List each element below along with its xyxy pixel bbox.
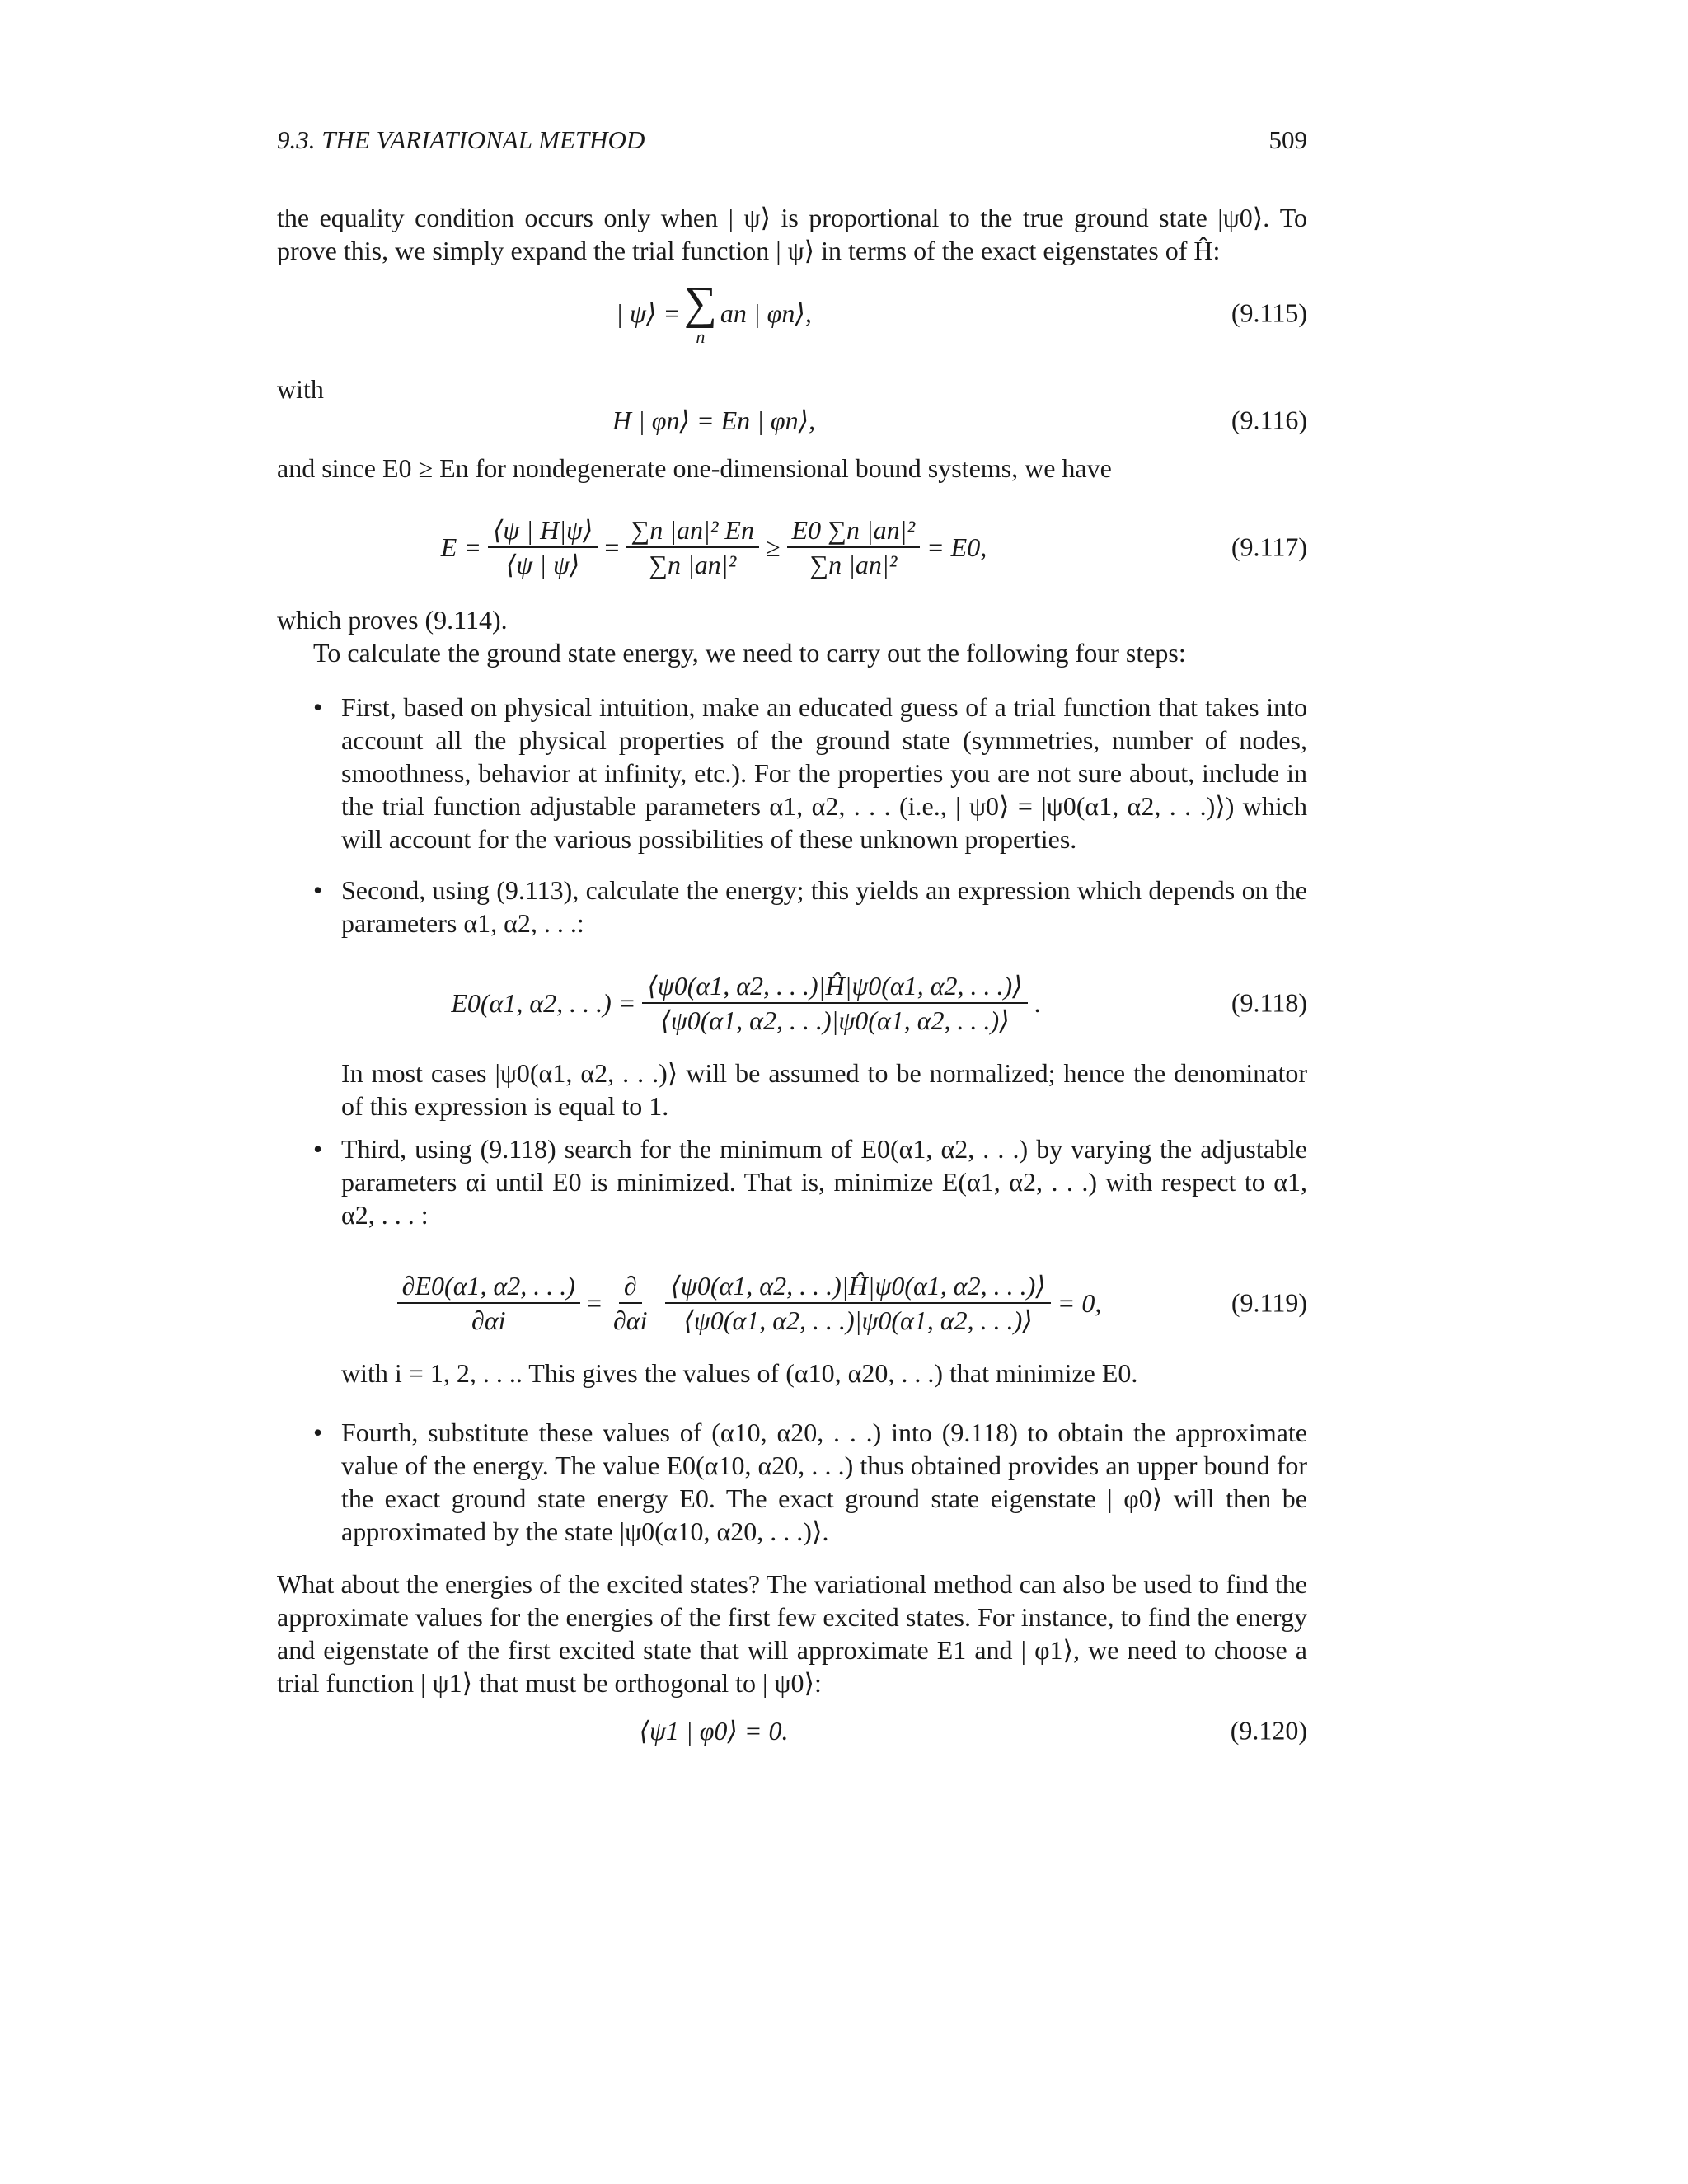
bullet-dot: •: [313, 692, 323, 722]
equation-9-117: [277, 504, 1307, 590]
eq115-rhs: an | φn⟩,: [720, 298, 812, 328]
fraction: [608, 1269, 653, 1337]
page-number: 509: [1268, 125, 1307, 154]
fraction: [787, 513, 921, 581]
summation-sign: ∑ n: [683, 278, 717, 347]
eq117-lhs: E =: [440, 532, 481, 562]
equation-9-115: [277, 264, 1307, 363]
fraction: [488, 513, 598, 581]
numerator: ∂: [619, 1269, 642, 1304]
paragraph-since: and since E0 ≥ En for nondegenerate one-dimensional bound systems, we have: [277, 453, 1112, 483]
equation-number: (9.120): [1230, 1715, 1307, 1746]
equation-9-119: [341, 1258, 1307, 1348]
eq117-rhs: = E0,: [926, 532, 987, 562]
equals-sign: =: [586, 1287, 602, 1318]
step-first: First, based on physical intuition, make an educated guess of a trial function that takes into account all the physical properties of the ground state (symmetries, number of nodes, smoothness, behavior at infinity, etc.). For the properties you are not sure about, include in the trial function adjustable parameters α1, α2, . . . (i.e., | ψ0⟩ = |ψ0(α1, α2, . . .)⟩) which will account for the various possibilities of these unknown properties.: [341, 692, 1307, 854]
bullet-dot: •: [313, 1418, 323, 1447]
equation-number: (9.117): [1231, 532, 1307, 562]
eq116-body: H | φn⟩ = En | φn⟩,: [612, 405, 816, 435]
bullet-dot: •: [313, 1134, 323, 1164]
equation-9-116: [277, 396, 1307, 445]
paragraph-with: with: [277, 374, 324, 404]
fraction: [397, 1269, 580, 1337]
equation-number: (9.116): [1231, 405, 1307, 435]
bullet-dot: •: [313, 875, 323, 905]
denominator: ⟨ψ | ψ⟩: [505, 550, 580, 579]
eq115-lhs: | ψ⟩ =: [616, 298, 681, 328]
sum-limit: n: [696, 326, 706, 347]
equation-9-118: [341, 958, 1307, 1048]
fraction: [642, 969, 1027, 1037]
fraction: [626, 513, 759, 581]
numerator: ⟨ψ0(α1, α2, . . .)|Ĥ|ψ0(α1, α2, . . .)⟩: [642, 969, 1027, 1004]
paragraph-intro: the equality condition occurs only when | ψ⟩ is proportional to the true ground state |ψ0⟩. To prove this, we simply expand the trial function | ψ⟩ in terms of the exact eigenstates of Ĥ:: [277, 203, 1307, 265]
paragraph-normalized: In most cases |ψ0(α1, α2, . . .)⟩ will be assumed to be normalized; hence the denominator of this expression is equal to 1.: [341, 1058, 1307, 1121]
numerator: ∑n |an|² En: [626, 513, 759, 548]
paragraph-minimize: with i = 1, 2, . . .. This gives the values of (α10, α20, . . .) that minimize E0.: [341, 1358, 1138, 1388]
equation-number: (9.119): [1231, 1287, 1307, 1318]
paragraph-proves: which proves (9.114).: [277, 605, 508, 635]
step-fourth: Fourth, substitute these values of (α10, α20, . . .) into (9.118) to obtain the approximate value of the energy. The value E0(α10, α20, . . .) thus obtained provides an upper bound for the exact ground state energy E0. The exact ground state eigenstate | φ0⟩ will then be approximated by the state |ψ0(α10, α20, . . .)⟩.: [341, 1418, 1307, 1546]
denominator: ∑n |an|²: [649, 550, 737, 579]
paragraph-excited-states: What about the energies of the excited states? The variational method can also be used to find the approximate values for the energies of the first few excited states. For instance, to find the energy and eigenstate of the first excited state that will approximate E1 and | φ1⟩, we need to choose a trial function | ψ1⟩ that must be orthogonal to | ψ0⟩:: [277, 1569, 1307, 1698]
step-second: Second, using (9.113), calculate the energy; this yields an expression which depends on the parameters α1, α2, . . .:: [341, 875, 1307, 938]
equation-number: (9.118): [1231, 987, 1307, 1018]
denominator: ∂αi: [612, 1305, 648, 1335]
eq118-tail: .: [1034, 987, 1041, 1018]
numerator: ⟨ψ0(α1, α2, . . .)|Ĥ|ψ0(α1, α2, . . .)⟩: [665, 1269, 1050, 1304]
equation-9-120: [277, 1706, 1307, 1755]
eq119-rhs: = 0,: [1057, 1287, 1102, 1318]
step-third: Third, using (9.118) search for the minimum of E0(α1, α2, . . .) by varying the adjustable parameters αi until E0 is minimized. That is, minimize E(α1, α2, . . .) with respect to α1, α2, . . . :: [341, 1134, 1307, 1230]
denominator: ⟨ψ0(α1, α2, . . .)|ψ0(α1, α2, . . .)⟩: [660, 1005, 1010, 1035]
section-title: 9.3. THE VARIATIONAL METHOD: [277, 125, 645, 154]
denominator: ∂αi: [471, 1305, 506, 1335]
numerator: ∂E0(α1, α2, . . .): [397, 1269, 580, 1304]
geq-sign: ≥: [765, 532, 781, 562]
numerator: ⟨ψ | H|ψ⟩: [488, 513, 598, 548]
running-header: [277, 125, 1307, 162]
equation-number: (9.115): [1231, 298, 1307, 328]
fraction: [665, 1269, 1050, 1337]
denominator: ⟨ψ0(α1, α2, . . .)|ψ0(α1, α2, . . .)⟩: [683, 1305, 1033, 1335]
paragraph-steps: To calculate the ground state energy, we need to carry out the following four steps:: [313, 638, 1186, 668]
eq120-body: ⟨ψ1 | φ0⟩ = 0.: [639, 1716, 789, 1746]
numerator: E0 ∑n |an|²: [787, 513, 921, 548]
denominator: ∑n |an|²: [809, 550, 898, 579]
equals-sign: =: [604, 532, 620, 562]
eq118-lhs: E0(α1, α2, . . .) =: [451, 987, 636, 1018]
